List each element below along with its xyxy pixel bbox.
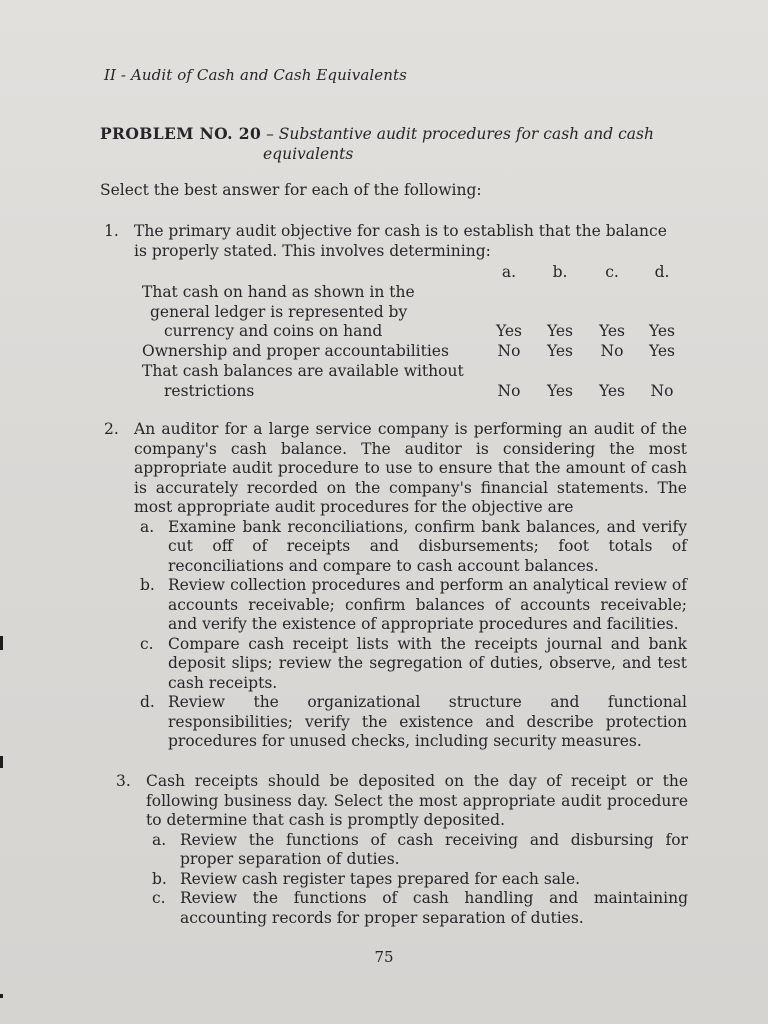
page-number: 75 <box>374 948 394 966</box>
option-text: Review cash register tapes prepared for each sale. <box>180 869 581 888</box>
scan-edge-mark <box>0 756 3 768</box>
running-header: II - Audit of Cash and Cash Equivalents <box>104 66 407 84</box>
answer-cell: No <box>600 342 624 360</box>
answer-cell: Yes <box>598 322 625 340</box>
answer-cell: Yes <box>648 322 675 340</box>
answer-option <box>134 518 687 577</box>
answer-option <box>134 635 687 694</box>
instruction-text: Select the best answer for each of the following: <box>100 181 482 199</box>
row-label-line: That cash balances are available without <box>142 362 464 380</box>
answer-cell: Yes <box>495 322 522 340</box>
question-number: 1. <box>104 222 119 240</box>
answer-cell: Yes <box>546 322 573 340</box>
problem-dash: – <box>261 125 279 143</box>
option-text: Review collection procedures and perform an analytical review of accounts receivable; confirm balances of accounts receivable; and verify the existence of appropriate procedures and facilities. <box>168 576 687 633</box>
row-label-line: general ledger is represented by <box>150 302 408 321</box>
question-number: 2. <box>104 420 119 438</box>
row-label-line: restrictions <box>164 381 255 400</box>
option-letter: c. <box>152 889 166 907</box>
answer-option <box>146 889 688 928</box>
option-text: Review the organizational structure and functional responsibilities; verify the existence and describe protection procedures for unused checks, including security measures. <box>168 693 687 750</box>
problem-title-line2: equivalents <box>263 145 354 163</box>
answer-cell: No <box>497 382 521 400</box>
scan-edge-mark <box>0 636 3 650</box>
answer-option <box>134 693 687 752</box>
option-text: Review the functions of cash handling and maintaining accounting records for proper separation of duties. <box>180 889 688 927</box>
option-letter: d. <box>140 693 155 711</box>
question-number: 3. <box>116 772 131 790</box>
question-stem-line2: is properly stated. This involves determining: <box>134 241 491 260</box>
question-stem: Cash receipts should be deposited on the day of receipt or the following business day. Select the most appropriate audit procedure to determine that cash is promptly deposited. <box>146 772 688 829</box>
answer-cell: Yes <box>598 382 625 400</box>
option-letter: b. <box>152 869 167 888</box>
question-stem: An auditor for a large service company is performing an audit of the company's cash balance. The auditor is considering the most appropriate audit procedure to use to ensure that the amount of cash is accurately recorded on the company's financial statements. The most appropriate audit procedures for the objective are <box>134 420 687 516</box>
column-header-c: c. <box>605 263 619 281</box>
problem-number: PROBLEM NO. 20 <box>100 124 262 143</box>
option-text: Examine bank reconciliations, confirm bank balances, and verify cut off of receipts and disbursements; foot totals of reconciliations and compare to cash account balances. <box>168 517 687 575</box>
option-letter: a. <box>152 830 167 849</box>
option-text: Compare cash receipt lists with the receipts journal and bank deposit slips; review the segregation of duties, observe, and test cash receipts. <box>168 634 687 692</box>
problem-title-line1: Substantive audit procedures for cash and cash <box>278 125 654 143</box>
question-stem-line1: The primary audit objective for cash is to establish that the balance <box>134 222 667 240</box>
matrix-row-label <box>142 342 449 362</box>
answer-cell: Yes <box>648 342 675 360</box>
answer-option <box>146 870 688 890</box>
option-letter: a. <box>140 517 155 536</box>
row-label-line: That cash on hand as shown in the <box>142 283 415 301</box>
matrix-row-label <box>142 283 415 342</box>
column-header-a: a. <box>501 263 517 281</box>
answer-cell: No <box>650 382 674 400</box>
answer-cell: Yes <box>546 382 573 400</box>
answer-option <box>146 831 688 870</box>
option-letter: c. <box>140 634 154 653</box>
column-header-b: b. <box>552 263 568 281</box>
matrix-row-label <box>142 362 464 401</box>
row-label-line: currency and coins on hand <box>164 322 383 340</box>
option-text: Review the functions of cash receiving and disbursing for proper separation of duties. <box>180 830 688 868</box>
column-header-d: d. <box>654 263 670 281</box>
row-label-line: Ownership and proper accountabilities <box>142 342 449 360</box>
problem-heading <box>100 124 654 164</box>
answer-cell: No <box>497 342 521 360</box>
scan-edge-mark <box>0 994 3 998</box>
option-letter: b. <box>140 576 155 594</box>
answer-option <box>134 576 687 635</box>
answer-cell: Yes <box>546 342 573 360</box>
